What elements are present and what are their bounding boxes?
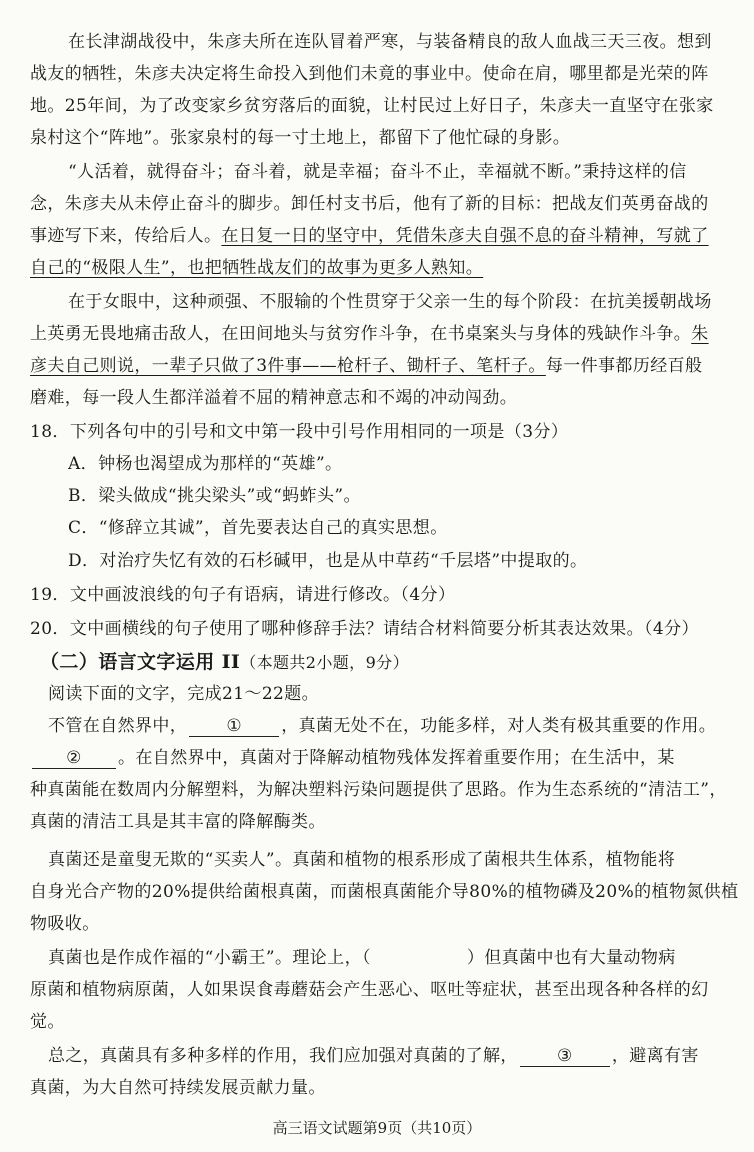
passage-p2-line4 bbox=[30, 256, 740, 280]
passage-p2-line3-text: 事迹写下来，传给后人。 bbox=[30, 226, 222, 246]
blank-1: ① bbox=[189, 716, 279, 737]
page-footer: 高三语文试题第9页（共10页） bbox=[272, 1119, 482, 1137]
passage-p1-line3: 地。25年间，为了改变家乡贫穷落后的面貌，让村民过上好日子，朱彦夫一直坚守在张家 bbox=[30, 96, 714, 116]
underlined-zhu: 朱 bbox=[691, 324, 709, 344]
fungi-p1-line4: 真菌的清洁工具是其丰富的降解酶类。 bbox=[30, 812, 326, 832]
fungi-p1-line3: 种真菌能在数周内分解塑料，为解决塑料污染问题提供了思路。作为生态系统的“清洁工”， bbox=[30, 780, 727, 800]
q18-option-a: A．钟杨也渴望成为那样的“英雄”。 bbox=[68, 454, 343, 474]
fungi-p3-line3: 觉。 bbox=[30, 1012, 65, 1032]
fungi-p3-line1 bbox=[48, 946, 740, 970]
fungi-p2-line3: 物吸收。 bbox=[30, 914, 100, 934]
passage-p2-line3 bbox=[30, 224, 740, 248]
fungi-p2-line1: 真菌还是童叟无欺的“买卖人”。真菌和植物的根系形成了菌根共生体系，植物能将 bbox=[48, 850, 676, 870]
fungi-p1-line1 bbox=[48, 714, 740, 738]
section-2-instruction: 阅读下面的文字，完成21～22题。 bbox=[48, 684, 320, 704]
fungi-p1-pre: 不管在自然界中， bbox=[48, 716, 188, 736]
passage-p1-line1: 在长津湖战役中，朱彦夫所在连队冒着严寒，与装备精良的敌人血战三天三夜。想到 bbox=[68, 32, 712, 52]
underlined-quote-sentence: 彦夫自己则说，一辈子只做了3件事——枪杆子、锄杆子、笔杆子。 bbox=[30, 356, 546, 376]
fungi-p3-post: ）但真菌中也有大量动物病 bbox=[466, 948, 676, 968]
fungi-p1-line2-text: 。在自然界中，真菌对于降解动植物残体发挥着重要作用；在生活中，某 bbox=[118, 748, 675, 768]
fungi-p4-line2: 真菌，为大自然可持续发展贡献力量。 bbox=[30, 1078, 326, 1098]
q18-option-b: B．梁头做成“挑尖梁头”或“蚂蚱头”。 bbox=[68, 486, 361, 506]
fungi-p4-pre: 总之，真菌具有多种多样的作用，我们应加强对真菌的了解， bbox=[48, 1046, 518, 1066]
fungi-p1-post: ，真菌无处不在，功能多样，对人类有极其重要的作用。 bbox=[281, 716, 717, 736]
q18-option-d: D．对治疗失忆有效的石杉碱甲，也是从中草药“千层塔”中提取的。 bbox=[68, 551, 588, 571]
section-2-title: （二）语言文字运用 II bbox=[40, 651, 241, 673]
fungi-p3-line2: 原菌和植物病原菌，人如果误食毒蘑菇会产生恶心、呕吐等症状，甚至出现各种各样的幻 bbox=[30, 980, 709, 1000]
question-18: 18．下列各句中的引号和文中第一段中引号作用相同的一项是（3分） bbox=[30, 422, 569, 442]
question-19: 19．文中画波浪线的句子有语病，请进行修改。（4分） bbox=[30, 585, 456, 605]
question-20: 20．文中画横线的句子使用了哪种修辞手法？请结合材料简要分析其表达效果。（4分） bbox=[30, 619, 699, 639]
passage-p1-line2: 战友的牺牲，朱彦夫决定将生命投入到他们未竟的事业中。使命在肩，哪里都是光荣的阵 bbox=[30, 64, 709, 84]
passage-p3-line1: 在于女眼中，这种顽强、不服输的个性贯穿于父亲一生的每个阶段：在抗美援朝战场 bbox=[68, 292, 712, 312]
section-2-heading bbox=[40, 650, 750, 675]
passage-p3-line3 bbox=[30, 354, 740, 378]
passage-p2-line1: “人活着，就得奋斗；奋斗着，就是幸福；奋斗不止，幸福就不断。”秉持这样的信 bbox=[68, 162, 687, 182]
fungi-p2-line2: 自身光合产物的20%提供给菌根真菌，而菌根真菌能介导80%的植物磷及20%的植物氮供植 bbox=[30, 882, 739, 902]
fungi-p1-line2 bbox=[30, 746, 740, 770]
blank-2: ② bbox=[32, 748, 116, 769]
passage-p3-line2 bbox=[30, 322, 740, 346]
underlined-sentence-part1: 在日复一日的坚守中，凭借朱彦夫自强不息的奋斗精神，写就了 bbox=[221, 226, 709, 246]
passage-p3-line3-rest: 每一件事都历经百般 bbox=[545, 356, 703, 376]
fungi-p4-post: ，避离有害 bbox=[611, 1046, 699, 1066]
passage-p3-line2-text: 上英勇无畏地痛击敌人，在田间地头与贫穷作斗争，在书桌案头与身体的残缺作斗争。 bbox=[30, 324, 692, 344]
q18-option-c: C．“修辞立其诚”，首先要表达自己的真实思想。 bbox=[68, 518, 448, 538]
fungi-p4-line1 bbox=[48, 1044, 740, 1068]
passage-p2-line2: 念，朱彦夫从未停止奋斗的脚步。卸任村支书后，他有了新的目标：把战友们英勇奋战的 bbox=[30, 194, 709, 214]
passage-p3-line4: 磨难，每一段人生都洋溢着不屈的精神意志和不竭的冲动闯劲。 bbox=[30, 388, 518, 408]
section-2-note: （本题共2小题，9分） bbox=[240, 653, 409, 672]
fungi-p3-pre: 真菌也是作成作福的“小霸王”。理论上，（ bbox=[48, 948, 371, 968]
passage-p1-line4: 泉村这个“阵地”。张家泉村的每一寸土地上，都留下了他忙碌的身影。 bbox=[30, 128, 571, 148]
underlined-sentence-part2: 自己的“极限人生”，也把牺牲战友们的故事为更多人熟知。 bbox=[30, 258, 484, 278]
blank-3: ③ bbox=[520, 1046, 610, 1067]
